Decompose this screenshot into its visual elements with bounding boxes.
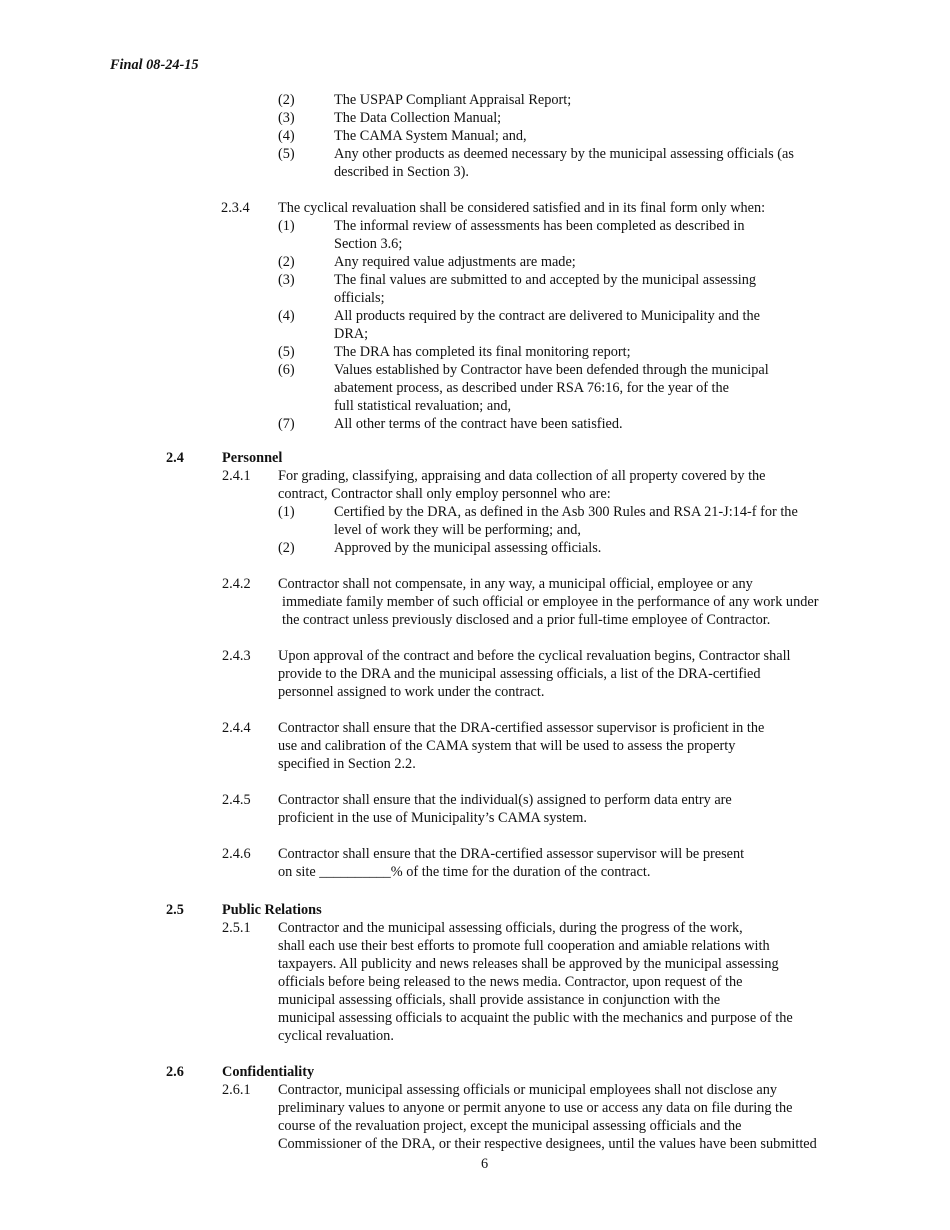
item-number: (4) — [278, 308, 295, 324]
paragraph-line: Upon approval of the contract and before the cyclical revaluation begins, Contractor shall — [278, 648, 791, 664]
paragraph-line: officials; — [334, 290, 385, 306]
item-number: (7) — [278, 416, 295, 432]
section-number: 2.6 — [166, 1064, 184, 1080]
paragraph-line: The USPAP Compliant Appraisal Report; — [334, 92, 572, 108]
paragraph-line: Contractor shall ensure that the DRA-certified assessor supervisor is proficient in the — [278, 720, 765, 736]
item-number: 2.5.1 — [222, 920, 251, 936]
item-number: (3) — [278, 110, 295, 126]
paragraph-line: Contractor shall ensure that the DRA-certified assessor supervisor will be present — [278, 846, 745, 862]
paragraph-line: The Data Collection Manual; — [334, 110, 502, 126]
paragraph-line: course of the revaluation project, except the municipal assessing officials and the — [278, 1118, 742, 1134]
paragraph-line: use and calibration of the CAMA system that will be used to assess the property — [278, 738, 736, 754]
paragraph-line: Section 3.6; — [334, 236, 403, 252]
paragraph-line: The informal review of assessments has been completed as described in — [334, 218, 745, 234]
item-number: (5) — [278, 344, 295, 360]
item-number: 2.4.3 — [222, 648, 251, 664]
paragraph-line: cyclical revaluation. — [278, 1028, 394, 1044]
item-number: (1) — [278, 218, 295, 234]
item-number: (1) — [278, 504, 295, 520]
item-number: 2.4.2 — [222, 576, 251, 592]
paragraph-line: The CAMA System Manual; and, — [334, 128, 527, 144]
paragraph-line: level of work they will be performing; and, — [334, 522, 581, 538]
paragraph-line: the contract unless previously disclosed and a prior full-time employee of Contractor. — [282, 612, 771, 628]
item-number: (5) — [278, 146, 295, 162]
paragraph-line: shall each use their best efforts to promote full cooperation and amiable relations with — [278, 938, 770, 954]
item-number: 2.3.4 — [221, 200, 250, 216]
paragraph-line: contract, Contractor shall only employ personnel who are: — [278, 486, 611, 502]
item-number: (3) — [278, 272, 295, 288]
paragraph-line: abatement process, as described under RSA 76:16, for the year of the — [334, 380, 730, 396]
paragraph-line: Any other products as deemed necessary by the municipal assessing officials (as — [334, 146, 794, 162]
section-number: 2.5 — [166, 902, 184, 918]
paragraph-line: All products required by the contract are delivered to Municipality and the — [334, 308, 760, 324]
item-number: (2) — [278, 540, 295, 556]
item-number: 2.6.1 — [222, 1082, 251, 1098]
paragraph-line: on site __________% of the time for the duration of the contract. — [278, 864, 651, 880]
paragraph-line: The DRA has completed its final monitoring report; — [334, 344, 631, 360]
paragraph-line: personnel assigned to work under the contract. — [278, 684, 545, 700]
paragraph-line: provide to the DRA and the municipal assessing officials, a list of the DRA-certified — [278, 666, 761, 682]
paragraph-line: described in Section 3). — [334, 164, 469, 180]
paragraph-line: Contractor and the municipal assessing officials, during the progress of the work, — [278, 920, 743, 936]
item-number: 2.4.6 — [222, 846, 251, 862]
item-number: 2.4.4 — [222, 720, 251, 736]
paragraph-line: Contractor, municipal assessing officials or municipal employees shall not disclose any — [278, 1082, 778, 1098]
item-number: (2) — [278, 254, 295, 270]
paragraph-line: taxpayers. All publicity and news releases shall be approved by the municipal assessing — [278, 956, 779, 972]
paragraph-line: immediate family member of such official or employee in the performance of any work under — [282, 594, 819, 610]
paragraph-line: municipal assessing officials, shall provide assistance in conjunction with the — [278, 992, 721, 1008]
paragraph-line: The final values are submitted to and accepted by the municipal assessing — [334, 272, 757, 288]
item-number: 2.4.1 — [222, 468, 251, 484]
paragraph-line: full statistical revaluation; and, — [334, 398, 512, 414]
paragraph-line: All other terms of the contract have been satisfied. — [334, 416, 623, 432]
paragraph-line: DRA; — [334, 326, 369, 342]
item-number: (6) — [278, 362, 295, 378]
paragraph-line: proficient in the use of Municipality’s CAMA system. — [278, 810, 587, 826]
item-number: (2) — [278, 92, 295, 108]
paragraph-line: Values established by Contractor have been defended through the municipal — [334, 362, 769, 378]
paragraph-line: municipal assessing officials to acquaint the public with the mechanics and purpose of the — [278, 1010, 793, 1026]
paragraph-line: officials before being released to the news media. Contractor, upon request of the — [278, 974, 743, 990]
paragraph-line: preliminary values to anyone or permit anyone to use or access any data on file during the — [278, 1100, 793, 1116]
paragraph-line: Any required value adjustments are made; — [334, 254, 576, 270]
paragraph-line: Commissioner of the DRA, or their respective designees, until the values have been submitted — [278, 1136, 817, 1152]
paragraph-line: The cyclical revaluation shall be considered satisfied and in its final form only when: — [278, 200, 766, 216]
paragraph-line: For grading, classifying, appraising and data collection of all property covered by the — [278, 468, 766, 484]
page-number: 6 — [481, 1156, 489, 1172]
paragraph-line: Contractor shall ensure that the individual(s) assigned to perform data entry are — [278, 792, 732, 808]
paragraph-line: Certified by the DRA, as defined in the Asb 300 Rules and RSA 21-J:14-f for the — [334, 504, 798, 520]
section-number: 2.4 — [166, 450, 184, 466]
section-heading: Confidentiality — [222, 1064, 315, 1080]
section-heading: Public Relations — [222, 902, 322, 918]
section-heading: Personnel — [222, 450, 283, 466]
paragraph-line: specified in Section 2.2. — [278, 756, 416, 772]
item-number: (4) — [278, 128, 295, 144]
item-number: 2.4.5 — [222, 792, 251, 808]
paragraph-line: Approved by the municipal assessing officials. — [334, 540, 602, 556]
document-header: Final 08-24-15 — [110, 57, 199, 73]
paragraph-line: Contractor shall not compensate, in any way, a municipal official, employee or any — [278, 576, 753, 592]
